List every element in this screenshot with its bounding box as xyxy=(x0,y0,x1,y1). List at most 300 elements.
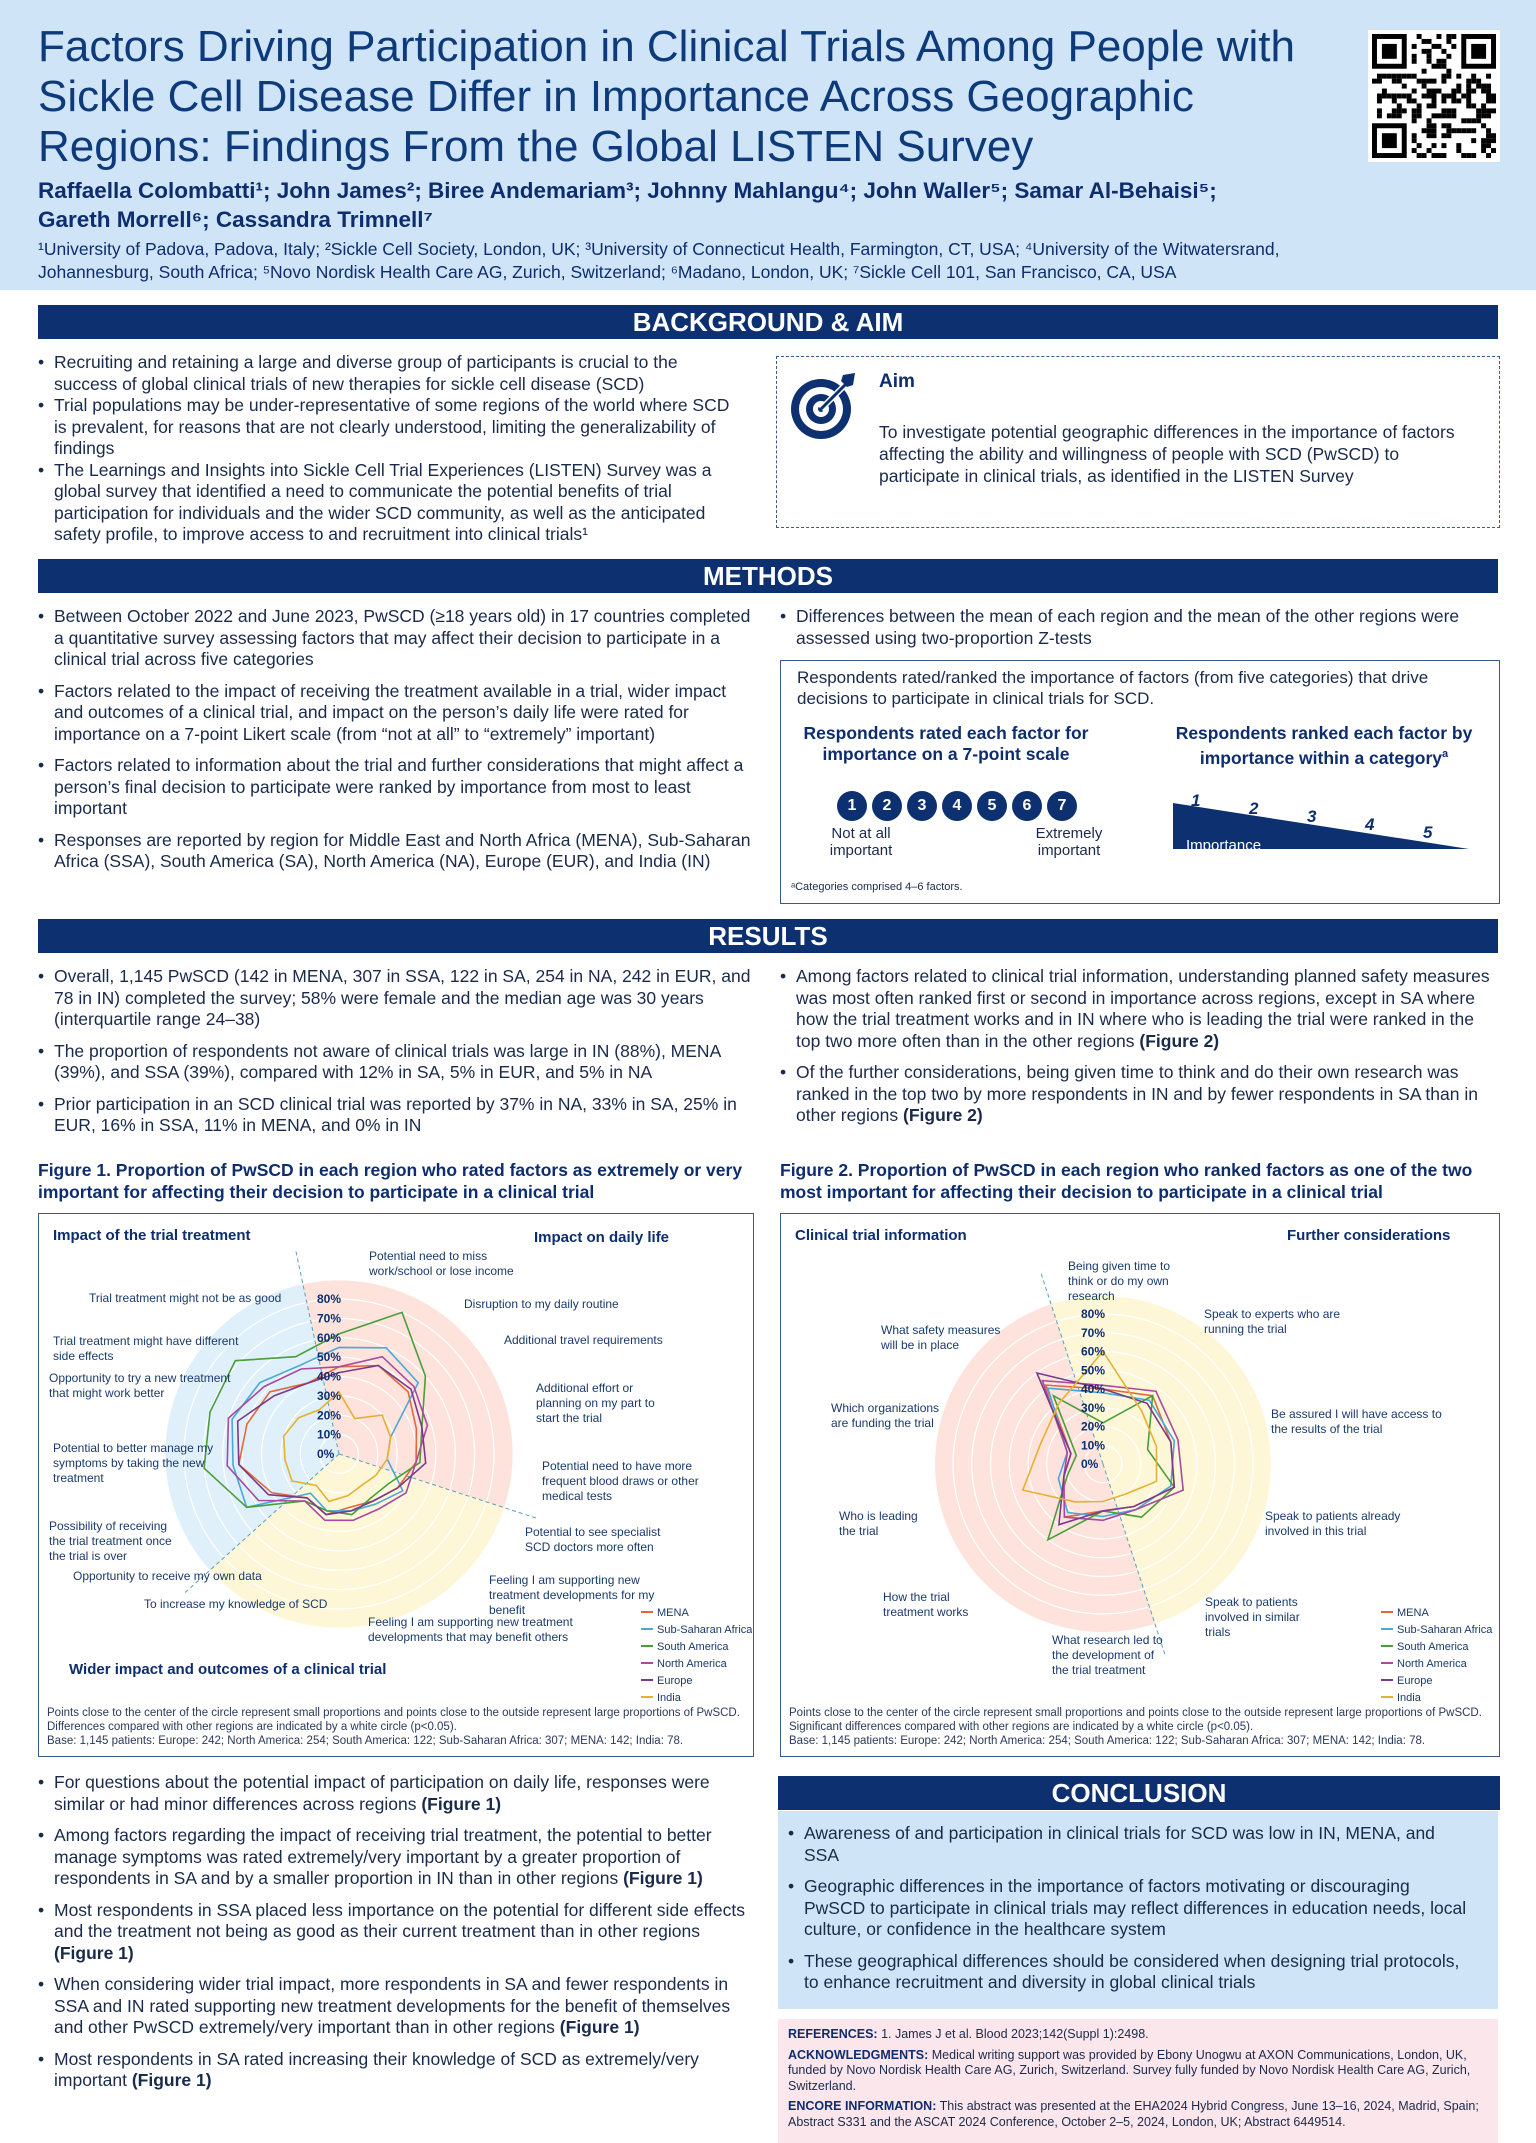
qr-module xyxy=(1441,123,1446,128)
qr-module xyxy=(1456,74,1461,79)
qr-finder xyxy=(1382,133,1397,148)
rank-number: 1 xyxy=(1191,791,1201,810)
qr-module xyxy=(1486,89,1491,94)
qr-module xyxy=(1441,79,1446,84)
aim-box xyxy=(776,356,1500,528)
qr-module xyxy=(1412,118,1417,123)
qr-module xyxy=(1432,113,1437,118)
qr-finder xyxy=(1471,44,1486,59)
qr-module xyxy=(1412,98,1417,103)
list-item: • Awareness of and participation in clinical trials for SCD was low in IN, MENA, and SSA xyxy=(788,1823,1468,1866)
qr-module xyxy=(1456,128,1461,133)
qr-module xyxy=(1392,113,1397,118)
qr-module xyxy=(1392,74,1397,79)
qr-code-icon[interactable] xyxy=(1368,30,1500,162)
qr-module xyxy=(1427,118,1432,123)
qr-module xyxy=(1432,103,1437,108)
scale-point: 3 xyxy=(907,791,937,821)
list-item: • Factors related to information about the trial and further considerations that might affect a person’s final decision to participate were ranked by importance from most to least important xyxy=(38,755,758,820)
qr-module xyxy=(1417,103,1422,108)
category-label: Potential to better manage my symptoms by taking the new treatment xyxy=(53,1441,214,1485)
qr-module xyxy=(1427,89,1432,94)
qr-module xyxy=(1422,84,1427,89)
qr-module xyxy=(1427,39,1432,44)
list-item: • Responses are reported by region for Middle East and North Africa (MENA), Sub-Saharan Africa (SSA), South America (SA), North America (NA), Europe (EUR), and India (IN) xyxy=(38,830,758,873)
qr-module xyxy=(1456,89,1461,94)
target-icon xyxy=(787,369,859,441)
qr-module xyxy=(1436,64,1441,69)
scale-point: 1 xyxy=(837,791,867,821)
qr-module xyxy=(1471,79,1476,84)
qr-module xyxy=(1486,84,1491,89)
qr-module xyxy=(1486,143,1491,148)
scale-high-label: Extremely important xyxy=(1035,825,1103,859)
results-heading: RESULTS xyxy=(38,919,1498,953)
qr-module xyxy=(1417,153,1422,158)
list-item: • Among factors related to clinical trial information, understanding planned safety measures was most often ranked first or second in importance across regions, except in SA where how the trial treatment works and in IN where who is leading the trial were ranked in the top two more often than in the other regions (Figure 2) xyxy=(780,966,1498,1052)
radial-tick-label: 70% xyxy=(317,1311,342,1326)
radial-tick-label: 10% xyxy=(1081,1438,1106,1453)
radial-tick-label: 40% xyxy=(317,1369,342,1384)
qr-module xyxy=(1486,133,1491,138)
legend-item: North America xyxy=(1397,1658,1467,1670)
qr-module xyxy=(1451,108,1456,113)
category-label: How the trial treatment works xyxy=(883,1590,969,1619)
qr-module xyxy=(1461,94,1466,99)
qr-module xyxy=(1422,39,1427,44)
list-item: • Most respondents in SSA placed less importance on the potential for different side effects and the treatment not being as good as their current treatment than in other regions (Figure 1) xyxy=(38,1900,758,1965)
qr-module xyxy=(1471,153,1476,158)
qr-module xyxy=(1436,89,1441,94)
qr-module xyxy=(1486,113,1491,118)
qr-module xyxy=(1481,143,1486,148)
list-item: • Geographic differences in the importance of factors motivating or discouraging PwSCD to participate in clinical trials may reflect differences in education needs, local culture, or confidence in the healthcare system xyxy=(788,1876,1468,1941)
qr-module xyxy=(1441,153,1446,158)
category-label: Opportunity to receive my own data xyxy=(73,1569,262,1583)
qr-module xyxy=(1441,143,1446,148)
qr-module xyxy=(1486,98,1491,103)
list-item: • The Learnings and Insights into Sickle Cell Trial Experiences (LISTEN) Survey was a global survey that identified a need to communicate the potential benefits of trial participation for individuals and the wider SCD community, as well as the anticipated safety profile, to improve access to and recruitment into clinical trials¹ xyxy=(38,460,738,546)
methods-scale-box xyxy=(780,660,1500,904)
radial-tick-label: 10% xyxy=(317,1427,342,1442)
qr-module xyxy=(1456,98,1461,103)
radial-tick-label: 0% xyxy=(1081,1457,1099,1471)
list-item: • Trial populations may be under-representative of some regions of the world where SCD is prevalent, for reasons that are not clearly understood, limiting the generalizability of findings xyxy=(38,395,738,460)
qr-module xyxy=(1402,74,1407,79)
qr-module xyxy=(1476,108,1481,113)
category-label: What safety measures will be in place xyxy=(881,1323,1001,1352)
rank-number: 3 xyxy=(1307,807,1317,826)
radial-tick-label: 80% xyxy=(317,1292,342,1306)
rated-title: Respondents rated each factor for importance on a 7-point scale xyxy=(803,723,1089,764)
qr-module xyxy=(1456,143,1461,148)
qr-module xyxy=(1427,49,1432,54)
qr-module xyxy=(1441,94,1446,99)
qr-module xyxy=(1446,34,1451,39)
qr-module xyxy=(1432,89,1437,94)
legend-item: Sub-Saharan Africa xyxy=(1397,1624,1493,1636)
qr-module xyxy=(1466,79,1471,84)
category-label: Potential need to miss work/school or lose income xyxy=(369,1249,514,1278)
qr-module xyxy=(1476,118,1481,123)
qr-module xyxy=(1491,94,1496,99)
qr-module xyxy=(1436,34,1441,39)
category-label: Potential need to have more frequent blood draws or other medical tests xyxy=(542,1459,699,1503)
likert-scale xyxy=(837,791,1082,821)
qr-module xyxy=(1412,113,1417,118)
qr-module xyxy=(1397,79,1402,84)
qr-module xyxy=(1377,79,1382,84)
qr-module xyxy=(1422,79,1427,84)
qr-module xyxy=(1466,89,1471,94)
qr-module xyxy=(1466,98,1471,103)
qr-module xyxy=(1432,143,1437,148)
legend-item: South America xyxy=(657,1641,729,1653)
legend-item: North America xyxy=(657,1658,727,1670)
qr-module xyxy=(1397,74,1402,79)
qr-module xyxy=(1491,138,1496,143)
qr-module xyxy=(1417,34,1422,39)
affiliations xyxy=(38,238,1498,284)
list-item: • Prior participation in an SCD clinical trial was reported by 37% in NA, 33% in SA, 25% in EUR, 16% in SSA, 11% in MENA, and 0% in IN xyxy=(38,1094,758,1137)
qr-module xyxy=(1446,94,1451,99)
qr-module xyxy=(1436,153,1441,158)
scale-point: 7 xyxy=(1047,791,1077,821)
category-label: Feeling I am supporting new treatment developments for my benefit xyxy=(489,1573,655,1617)
references: REFERENCES: 1. James J et al. Blood 2023;142(Suppl 1):2498. xyxy=(788,2027,1149,2041)
qr-module xyxy=(1397,113,1402,118)
qr-module xyxy=(1441,108,1446,113)
qr-module xyxy=(1471,103,1476,108)
list-item: • Of the further considerations, being given time to think and do their own research was ranked in the top two by more respondents in IN and by fewer respondents in SA than in other regions (Figure 2) xyxy=(780,1062,1498,1127)
list-item: • Overall, 1,145 PwSCD (142 in MENA, 307 in SSA, 122 in SA, 254 in NA, 242 in EUR, and 78 in IN) completed the survey; 58% were female and the median age was 30 years (interquartile range 24–38) xyxy=(38,966,758,1031)
qr-module xyxy=(1466,84,1471,89)
figure-2-note: Points close to the center of the circle represent small proportions and points close to the outside represent large proportions of PwSCD. Significant differences compared with other regions are indicated by a white circle (p<0.05). Base: 1,145 patients: Europe: 242; North America: 254; South America: 122; Sub-Saharan Africa: 307; MENA: 142; India: 78. xyxy=(789,1707,1482,1747)
qr-module xyxy=(1471,128,1476,133)
radial-tick-label: 40% xyxy=(1081,1382,1106,1396)
list-item: • Differences between the mean of each region and the mean of the other regions were assessed using two-proportion Z-tests xyxy=(780,606,1498,649)
qr-module xyxy=(1397,103,1402,108)
qr-module xyxy=(1456,84,1461,89)
qr-module xyxy=(1441,133,1446,138)
qr-finder xyxy=(1382,44,1397,59)
qr-module xyxy=(1382,89,1387,94)
qr-module xyxy=(1432,98,1437,103)
qr-module xyxy=(1432,44,1437,49)
qr-module xyxy=(1412,138,1417,143)
legend-item: MENA xyxy=(1397,1607,1429,1619)
qr-module xyxy=(1412,133,1417,138)
conclusion-bullets xyxy=(788,1823,1468,2004)
category-group-label: Further considerations xyxy=(1287,1227,1451,1244)
qr-module xyxy=(1451,94,1456,99)
qr-module xyxy=(1476,84,1481,89)
methods-footnote: ᵃCategories comprised 4–6 factors. xyxy=(791,881,963,893)
qr-module xyxy=(1491,148,1496,153)
category-label: Speak to patients involved in similar trials xyxy=(1205,1595,1300,1639)
qr-module xyxy=(1486,94,1491,99)
radial-tick-label: 70% xyxy=(1081,1325,1106,1340)
qr-module xyxy=(1432,128,1437,133)
qr-module xyxy=(1427,133,1432,138)
category-label: Being given time to think or do my own research xyxy=(1068,1259,1171,1303)
qr-module xyxy=(1387,74,1392,79)
qr-module xyxy=(1392,94,1397,99)
qr-module xyxy=(1486,153,1491,158)
conclusion-heading: CONCLUSION xyxy=(778,1776,1500,1810)
qr-module xyxy=(1427,128,1432,133)
qr-module xyxy=(1481,84,1486,89)
legend-item: India xyxy=(1397,1692,1421,1704)
qr-module xyxy=(1387,94,1392,99)
results-left-bullets xyxy=(38,966,758,1147)
qr-module xyxy=(1441,64,1446,69)
results-right-bullets xyxy=(780,966,1498,1137)
category-label: Which organizations are funding the trial xyxy=(831,1401,940,1430)
qr-module xyxy=(1392,79,1397,84)
qr-module xyxy=(1451,44,1456,49)
figure-1-chart xyxy=(38,1213,754,1757)
qr-module xyxy=(1471,74,1476,79)
qr-module xyxy=(1377,94,1382,99)
qr-module xyxy=(1461,118,1466,123)
aim-title: Aim xyxy=(879,371,915,392)
radial-tick-label: 80% xyxy=(1081,1307,1106,1321)
qr-module xyxy=(1481,89,1486,94)
qr-module xyxy=(1397,108,1402,113)
category-label: Potential to see specialist SCD doctors more often xyxy=(525,1525,661,1554)
qr-module xyxy=(1417,113,1422,118)
figure-2-radar xyxy=(781,1214,1498,1714)
results-bottom-bullets xyxy=(38,1772,758,2102)
qr-module xyxy=(1377,108,1382,113)
legend-item: India xyxy=(657,1692,681,1704)
category-label: Possibility of receiving the trial treatment once the trial is over xyxy=(49,1519,172,1563)
rank-number: 5 xyxy=(1423,823,1433,842)
radial-tick-label: 60% xyxy=(1081,1344,1106,1359)
acknowledgments: ACKNOWLEDGMENTS: Medical writing support was provided by Ebony Unogwu at AXON Communications, London, UK, funded by Novo Nordisk Health Care AG, Zurich, Switzerland. Survey fully funded by Novo Nordisk Health Care AG, Zurich, Switzerland. xyxy=(788,2047,1471,2093)
qr-module xyxy=(1446,128,1451,133)
qr-module xyxy=(1412,74,1417,79)
qr-module xyxy=(1476,79,1481,84)
qr-module xyxy=(1422,153,1427,158)
qr-module xyxy=(1446,74,1451,79)
radial-tick-label: 30% xyxy=(1081,1400,1106,1415)
qr-module xyxy=(1427,59,1432,64)
qr-module xyxy=(1427,94,1432,99)
list-item: • Recruiting and retaining a large and diverse group of participants is crucial to the success of global clinical trials of new therapies for sickle cell disease (SCD) xyxy=(38,352,738,395)
qr-module xyxy=(1402,94,1407,99)
qr-module xyxy=(1377,113,1382,118)
qr-module xyxy=(1422,69,1427,74)
encore-information: ENCORE INFORMATION: This abstract was presented at the EHA2024 Hybrid Congress, June 13–16, 2024, Madrid, Spain; Abstract S331 and the ASCAT 2024 Conference, October 2–5, 2024, London, UK; Abstract 6449514. xyxy=(788,2099,1479,2129)
qr-module xyxy=(1382,94,1387,99)
qr-module xyxy=(1461,128,1466,133)
qr-module xyxy=(1402,84,1407,89)
category-label: What research led to the development of the trial treatment xyxy=(1052,1633,1163,1677)
qr-module xyxy=(1441,59,1446,64)
qr-module xyxy=(1412,59,1417,64)
qr-module xyxy=(1436,113,1441,118)
qr-module xyxy=(1481,138,1486,143)
qr-module xyxy=(1451,34,1456,39)
methods-right-bullets xyxy=(780,606,1498,659)
qr-module xyxy=(1422,94,1427,99)
qr-module xyxy=(1466,94,1471,99)
qr-module xyxy=(1446,69,1451,74)
qr-module xyxy=(1491,133,1496,138)
qr-module xyxy=(1466,128,1471,133)
qr-module xyxy=(1481,123,1486,128)
qr-module xyxy=(1387,113,1392,118)
qr-module xyxy=(1436,59,1441,64)
qr-module xyxy=(1427,103,1432,108)
figure-1-title: Figure 1. Proportion of PwSCD in each region who rated factors as extremely or very important for affecting their decision to participate in a clinical trial xyxy=(38,1160,743,1202)
qr-module xyxy=(1412,44,1417,49)
category-group-label: Impact of the trial treatment xyxy=(53,1227,251,1244)
qr-module xyxy=(1372,79,1377,84)
category-label: Speak to experts who are running the trial xyxy=(1204,1307,1341,1336)
poster-header xyxy=(0,0,1536,290)
scale-intro: Respondents rated/ranked the importance of factors (from five categories) that drive decisions to participate in clinical trials for SCD. xyxy=(797,668,1429,708)
qr-module xyxy=(1481,148,1486,153)
qr-module xyxy=(1417,143,1422,148)
qr-module xyxy=(1446,39,1451,44)
list-item: • When considering wider trial impact, more respondents in SA and fewer respondents in SSA and IN rated supporting new treatment developments for the benefit of themselves and other PwSCD extremely/very important than in other regions (Figure 1) xyxy=(38,1974,758,2039)
qr-module xyxy=(1427,54,1432,59)
qr-module xyxy=(1407,94,1412,99)
category-label: Opportunity to try a new treatment that might work better xyxy=(49,1371,231,1400)
category-group-label: Impact on daily life xyxy=(534,1229,670,1246)
qr-module xyxy=(1471,118,1476,123)
category-label: To increase my knowledge of SCD xyxy=(144,1597,328,1611)
authors-line-1: Raffaella Colombatti¹; John James²; Biree Andemariam³; Johnny Mahlangu⁴; John Waller⁵; Samar Al-Behaisi⁵; xyxy=(38,178,1217,203)
qr-module xyxy=(1441,74,1446,79)
qr-module xyxy=(1417,79,1422,84)
list-item: • Most respondents in SA rated increasing their knowledge of SCD as extremely/very important (Figure 1) xyxy=(38,2049,758,2092)
methods-bullets xyxy=(38,606,758,883)
list-item: • Between October 2022 and June 2023, PwSCD (≥18 years old) in 17 countries completed a quantitative survey assessing factors that may affect their decision to participate in a clinical trial across five categories xyxy=(38,606,758,671)
affiliations-line-2: Johannesburg, South Africa; ⁵Novo Nordisk Health Care AG, Zurich, Switzerland; ⁶Madano, London, UK; ⁷Sickle Cell 101, San Francisco, CA, USA xyxy=(38,262,1177,282)
qr-module xyxy=(1441,113,1446,118)
qr-module xyxy=(1476,113,1481,118)
qr-module xyxy=(1432,123,1437,128)
ranked-title: Respondents ranked each factor by importance within a category$^a$ xyxy=(1175,723,1473,768)
qr-module xyxy=(1392,108,1397,113)
qr-module xyxy=(1446,54,1451,59)
qr-module xyxy=(1407,98,1412,103)
qr-module xyxy=(1471,89,1476,94)
figure-1-note: Points close to the center of the circle represent small proportions and points close to the outside represent large proportions of PwSCD. Differences compared with other regions are indicated by a white circle (p<0.05). Base: 1,145 patients: Europe: 242; North America: 254; South America: 122; Sub-Saharan Africa: 307; MENA: 142; India: 78. xyxy=(47,1707,740,1747)
qr-module xyxy=(1451,89,1456,94)
qr-module xyxy=(1446,113,1451,118)
legend-item: Europe xyxy=(1397,1675,1433,1687)
qr-module xyxy=(1491,108,1496,113)
qr-module xyxy=(1481,103,1486,108)
methods-heading: METHODS xyxy=(38,559,1498,593)
rank-number: 2 xyxy=(1249,799,1259,818)
category-group-label: Wider impact and outcomes of a clinical trial xyxy=(69,1661,387,1678)
references-box xyxy=(778,2019,1498,2143)
list-item: • For questions about the potential impact of participation on daily life, responses were similar or had minor differences across regions (Figure 1) xyxy=(38,1772,758,1815)
qr-module xyxy=(1432,64,1437,69)
qr-module xyxy=(1412,148,1417,153)
background-bullets xyxy=(38,352,738,546)
qr-module xyxy=(1466,103,1471,108)
qr-module xyxy=(1432,153,1437,158)
qr-module xyxy=(1412,89,1417,94)
figure-1-radar xyxy=(39,1214,752,1714)
qr-module xyxy=(1417,108,1422,113)
scale-point: 2 xyxy=(872,791,902,821)
radial-tick-label: 30% xyxy=(317,1388,342,1403)
qr-module xyxy=(1481,113,1486,118)
qr-module xyxy=(1486,108,1491,113)
qr-module xyxy=(1466,153,1471,158)
figure-2-chart xyxy=(780,1213,1500,1757)
qr-module xyxy=(1427,79,1432,84)
affiliations-line-1: ¹University of Padova, Padova, Italy; ²Sickle Cell Society, London, UK; ³University of Connecticut Health, Farmington, CT, USA; ⁴University of the Witwatersrand, xyxy=(38,239,1280,259)
qr-module xyxy=(1486,128,1491,133)
qr-module xyxy=(1397,94,1402,99)
qr-module xyxy=(1481,108,1486,113)
category-label: Who is leading the trial xyxy=(839,1509,918,1538)
qr-module xyxy=(1412,54,1417,59)
qr-module xyxy=(1451,113,1456,118)
qr-module xyxy=(1471,138,1476,143)
list-item: • These geographical differences should be considered when designing trial protocols, to enhance recruitment and diversity in global clinical trials xyxy=(788,1951,1468,1994)
qr-module xyxy=(1432,79,1437,84)
qr-module xyxy=(1382,74,1387,79)
qr-module xyxy=(1436,44,1441,49)
qr-module xyxy=(1427,123,1432,128)
qr-module xyxy=(1441,49,1446,54)
scale-point: 6 xyxy=(1012,791,1042,821)
qr-module xyxy=(1377,98,1382,103)
category-label: Disruption to my daily routine xyxy=(464,1297,619,1311)
aim-text: To investigate potential geographic differences in the importance of factors affecting the ability and willingness of people with SCD (PwSCD) to participate in clinical trials, as identified in the LISTEN Survey xyxy=(879,422,1455,486)
radial-tick-label: 60% xyxy=(317,1330,342,1345)
category-label: Feeling I am supporting new treatment developments that may benefit others xyxy=(368,1615,573,1644)
category-label: Be assured I will have access to the results of the trial xyxy=(1271,1407,1442,1436)
radial-tick-label: 0% xyxy=(317,1447,335,1461)
list-item: • Factors related to the impact of receiving the treatment available in a trial, wider impact and outcomes of a clinical trial, and impact on the person’s daily life were rated for importance on a 7-point Likert scale (from “not at all” to “extremely” important) xyxy=(38,681,758,746)
category-label: Additional travel requirements xyxy=(504,1333,663,1347)
scale-point: 5 xyxy=(977,791,1007,821)
qr-module xyxy=(1432,94,1437,99)
conclusion-box xyxy=(778,1811,1498,2009)
qr-module xyxy=(1412,108,1417,113)
qr-module xyxy=(1486,138,1491,143)
scale-low-label: Not at all important xyxy=(829,825,893,859)
qr-module xyxy=(1402,108,1407,113)
qr-module xyxy=(1486,74,1491,79)
radial-tick-label: 50% xyxy=(317,1350,342,1365)
legend-item: MENA xyxy=(657,1607,689,1619)
qr-module xyxy=(1461,153,1466,158)
qr-module xyxy=(1451,98,1456,103)
author-list xyxy=(38,176,1338,234)
qr-module xyxy=(1446,108,1451,113)
legend-item: Europe xyxy=(657,1675,693,1687)
category-group-label: Clinical trial information xyxy=(795,1227,967,1244)
scale-point: 4 xyxy=(942,791,972,821)
poster-title: Factors Driving Participation in Clinical Trials Among People with Sickle Cell Disease Differ in Importance Across Geographic Regions: Findings From the Global LISTEN Survey xyxy=(38,22,1295,171)
qr-module xyxy=(1407,74,1412,79)
qr-module xyxy=(1427,148,1432,153)
list-item: • The proportion of respondents not aware of clinical trials was large in IN (88%), MENA (39%), and SSA (39%), compared with 12% in SA, 5% in EUR, and 5% in NA xyxy=(38,1041,758,1084)
qr-module xyxy=(1491,98,1496,103)
